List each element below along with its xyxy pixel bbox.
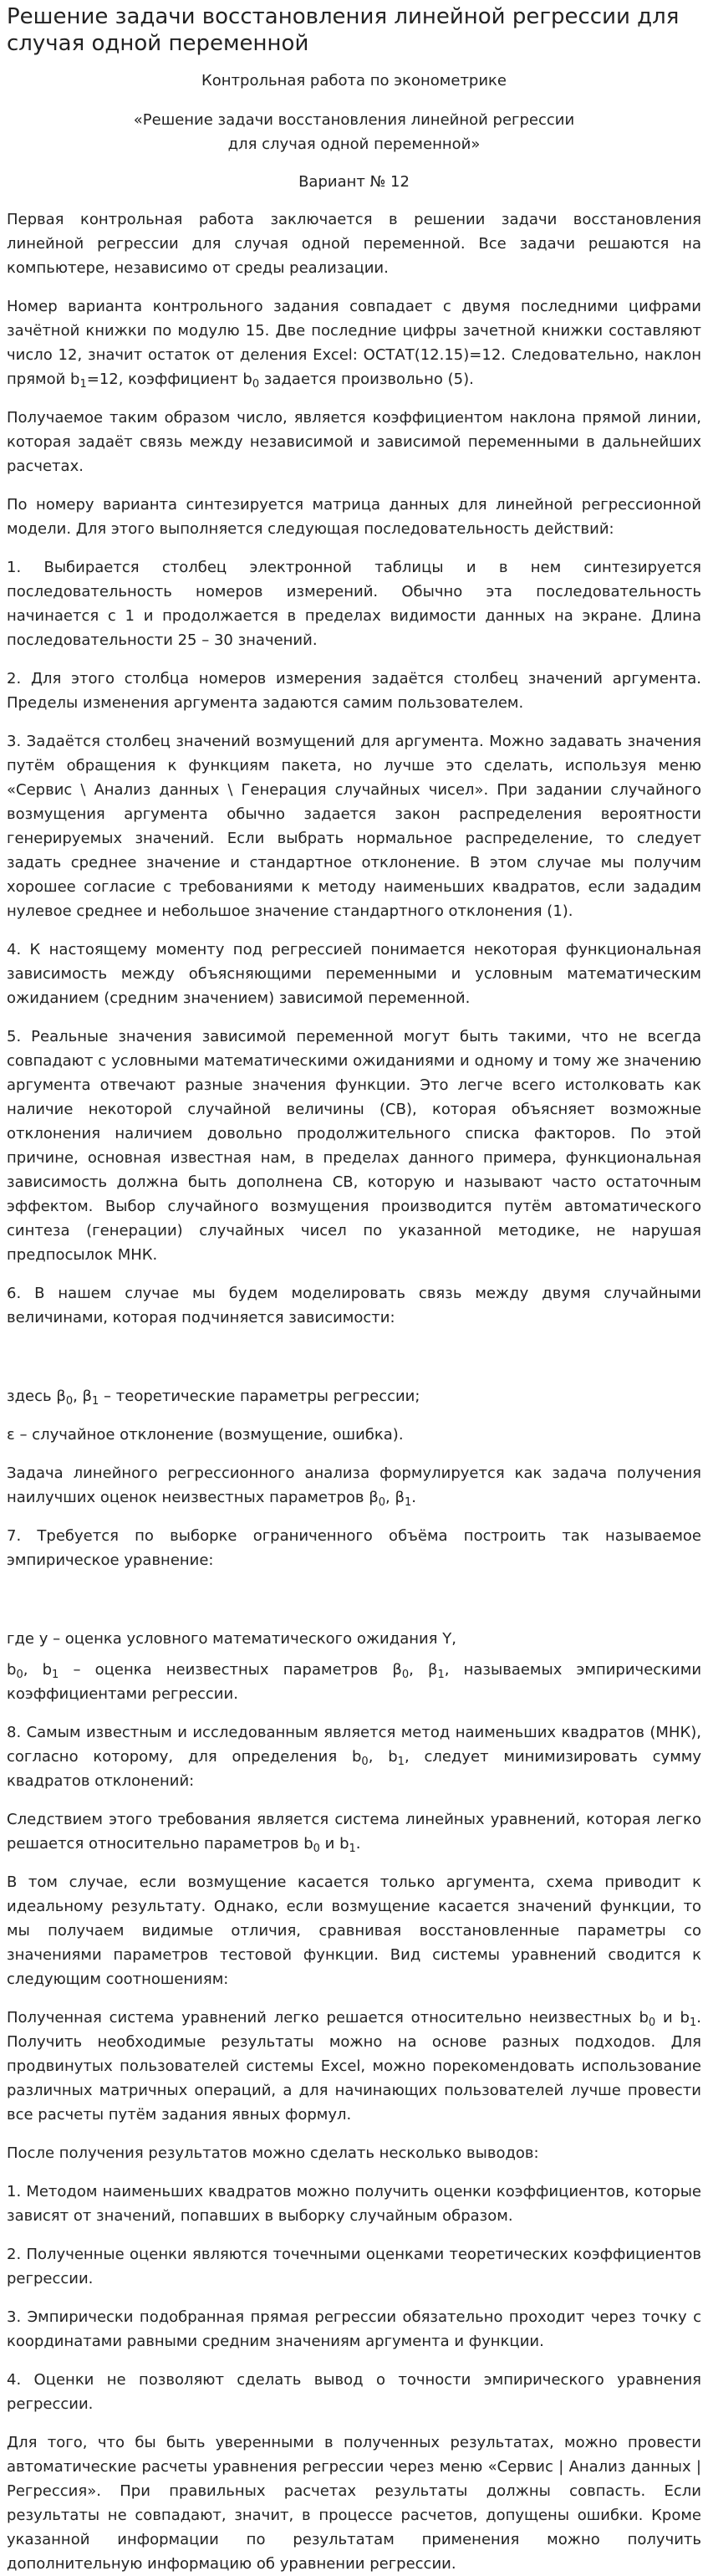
text-run: Полученная система уравнений легко решается относительно неизвестных b <box>7 2009 649 2027</box>
paragraph-step-5: 5. Реальные значения зависимой переменной могут быть такими, что не всегда совпадают с условными математическими ожиданиями и одному и тому же значению аргумента отвечают разные значения функции. Это легче всего истолковать как наличие некоторой случайной величины (СВ), которая объясняет возможные отклонения наличием довольно продолжительного списка факторов. По этой причине, основная известная нам, в пределах данного примера, функциональная зависимость должна быть дополнена СВ, которую и называют часто остаточным эффектом. Выбор случайного возмущения производится путём автоматического синтеза (генерации) случайных чисел по указанной методике, не нарушая предпосылок МНК. <box>7 1028 701 1264</box>
paragraph-variant <box>7 294 701 391</box>
text-run: , b <box>368 1748 398 1766</box>
subscript: 0 <box>65 1395 74 1408</box>
text-run: . Получить необходимые результаты можно на основе разных подходов. Для продвинутых пользователей системы Excel, можно порекомендовать использование различных матричных операций, а для начинающих пользователей лучше провести все расчеты путём задания явных формул. <box>7 2009 702 2124</box>
formula-placeholder <box>7 1587 701 1627</box>
text-run: здесь β <box>7 1388 66 1405</box>
text-run: =12, коэффициент b <box>86 371 252 388</box>
paragraph-conclusion-1: 1. Методом наименьших квадратов можно получить оценки коэффициентов, которые зависят от значений, попавших в выборку случайным образом. <box>7 2183 701 2225</box>
paragraph-beta-definition <box>7 1384 701 1408</box>
text-run: задается произвольно (5). <box>259 371 474 388</box>
paragraph-synthesis: По номеру варианта синтезируется матрица данных для линейной регрессионной модели. Для этого выполняется следующая последовательность действий: <box>7 496 701 538</box>
text-run: , следует минимизировать сумму квадратов отклонений: <box>7 1748 702 1790</box>
paragraph-slope: Получаемое таким образом число, является коэффициентом наклона прямой линии, которая задаёт связь между независимой и зависимой переменными в дальнейших расчетах. <box>7 409 701 475</box>
subscript: 1 <box>349 1843 356 1855</box>
paragraph-conclusions-intro: После получения результатов можно сделать несколько выводов: <box>7 2144 539 2162</box>
paragraph-conclusion-3: 3. Эмпирически подобранная прямая регрессии обязательно проходит через точку с координатами равными средним значениям аргумента и функции. <box>7 2308 701 2350</box>
paragraph-linear-system <box>7 1807 701 1856</box>
subscript: 1 <box>404 1496 412 1509</box>
subscript: 1 <box>397 1756 405 1768</box>
paragraph-regression-task <box>7 1461 701 1510</box>
paragraph-step-6: 6. В нашем случае мы будем моделировать связь между двумя случайными величинами, которая подчиняется зависимости: <box>7 1285 701 1326</box>
text-run: – оценка неизвестных параметров β <box>59 1661 402 1679</box>
variant-number: Вариант № 12 <box>298 173 410 191</box>
text-run: , β <box>385 1489 405 1506</box>
subscript: 1 <box>79 378 87 391</box>
paragraph-b-estimates <box>7 1658 701 1706</box>
paragraph-conclusion-2: 2. Полученные оценки являются точечными оценками теоретических коэффициентов регрессии. <box>7 2246 701 2287</box>
paragraph-step-4: 4. К настоящему моменту под регрессией понимается некоторая функциональная зависимость между объясняющими переменными и условным математическим ожиданием (средним значением) зависимой переменной. <box>7 941 701 1007</box>
paragraph-solution-approaches <box>7 2006 701 2127</box>
text-run: и b <box>319 1835 349 1853</box>
subscript: 1 <box>92 1395 99 1408</box>
page-title: Решение задачи восстановления линейной регрессии для случая одной переменной <box>7 4 680 56</box>
paragraph-step-3: 3. Задаётся столбец значений возмущений для аргумента. Можно задавать значения путём обращения к функциям пакета, но лучше это сделать, используя меню «Сервис \ Анализ данных \ Генерация случайных чисел». При задании случайного возмущения аргумента обычно задается закон распределения вероятности генерируемых значений. Если выбрать нормальное распределение, то следует задать среднее значение и стандартное отклонение. В этом случае мы получим хорошее согласие с требованиями к методу наименьших квадратов, если зададим нулевое среднее и небольшое значение стандартного отклонения (1). <box>7 733 701 920</box>
paragraph-conclusion-4: 4. Оценки не позволяют сделать вывод о точности эмпирического уравнения регрессии. <box>7 2371 701 2413</box>
formula-placeholder <box>7 1344 701 1384</box>
text-run: . <box>411 1489 416 1506</box>
paragraph-verification: Для того, что бы быть уверенными в полученных результатах, можно провести автоматические расчеты уравнения регрессии через меню «Сервис | Анализ данных | Регрессия». При правильных расчетах результаты должны совпасть. Если результаты не совпадают, значит, в процессе расчетов, допущены ошибки. Кроме указанной информации по результатам применения можно получить дополнительную информацию об уравнении регрессии. <box>7 2434 701 2573</box>
work-subtitle: Контрольная работа по эконометрике <box>201 72 507 89</box>
subscript: 0 <box>401 1669 410 1681</box>
subscript: 0 <box>313 1843 320 1855</box>
text-run: , называемых эмпирическими коэффициентами регрессии. <box>7 1661 702 1703</box>
subscript: 0 <box>361 1756 369 1768</box>
text-run: Задача линейного регрессионного анализа формулируется как задача получения наилучших оценок неизвестных параметров β <box>7 1464 701 1506</box>
text-run: 8. Самым известным и исследованным является метод наименьших квадратов (МНК), согласно которому, для определения b <box>7 1724 701 1766</box>
text-run: и b <box>655 2009 690 2027</box>
text-run: – теоретические параметры регрессии; <box>99 1388 420 1405</box>
text-run: , β <box>73 1388 93 1405</box>
paragraph-intro: Первая контрольная работа заключается в решении задачи восстановления линейной регрессии для случая одной переменной. Все задачи решаются на компьютере, независимо от среды реализации. <box>7 211 701 277</box>
text-run: Номер варианта контрольного задания совпадает с двумя последними цифрами зачётной книжки по модулю 15. Две последние цифры зачетной книжки составляют число 12, значит остаток от деления Excel: ОСТАТ(12.15)=12. Следовательно, наклон прямой b <box>7 298 701 388</box>
text-run: Следствием этого требования является система линейных уравнений, которая легко решается относительно параметров b <box>7 1811 701 1853</box>
paragraph-step-2: 2. Для этого столбца номеров измерения задаётся столбец значений аргумента. Пределы изменения аргумента задаются самим пользователем. <box>7 670 701 712</box>
subscript: 1 <box>690 2016 697 2029</box>
text-run: , β <box>409 1661 438 1679</box>
work-title-line2: для случая одной переменной» <box>227 135 481 153</box>
subscript: 1 <box>52 1669 59 1681</box>
paragraph-y-estimate: где y – оценка условного математического ожидания Y, <box>7 1630 456 1648</box>
paragraph-epsilon: ε – случайное отклонение (возмущение, ошибка). <box>7 1426 404 1444</box>
text-run: b <box>7 1661 17 1679</box>
subscript: 0 <box>378 1496 386 1509</box>
paragraph-step-7: 7. Требуется по выборке ограниченного объёма построить так называемое эмпирическое уравнение: <box>7 1527 701 1569</box>
paragraph-step-1: 1. Выбирается столбец электронной таблицы и в нем синтезируется последовательность номеров измерений. Обычно эта последовательность начинается с 1 и продолжается в пределах видимости данных на экране. Длина последовательности 25 – 30 значений. <box>7 559 701 649</box>
text-run: , b <box>23 1661 53 1679</box>
work-title-line1: «Решение задачи восстановления линейной регрессии <box>133 111 575 129</box>
subscript: 0 <box>648 2016 656 2029</box>
work-title <box>7 108 701 156</box>
paragraph-perturbation: В том случае, если возмущение касается только аргумента, схема приводит к идеальному результату. Однако, если возмущение касается значений функции, то мы получаем видимые отличия, сравнивая восстановленные параметры со значениями параметров тестовой функции. Вид системы уравнений сводится к следующим соотношениям: <box>7 1873 701 1988</box>
paragraph-step-8 <box>7 1720 701 1793</box>
text-run: . <box>355 1835 361 1853</box>
subscript: 1 <box>437 1669 445 1681</box>
subscript: 0 <box>252 378 260 391</box>
subscript: 0 <box>16 1669 23 1681</box>
